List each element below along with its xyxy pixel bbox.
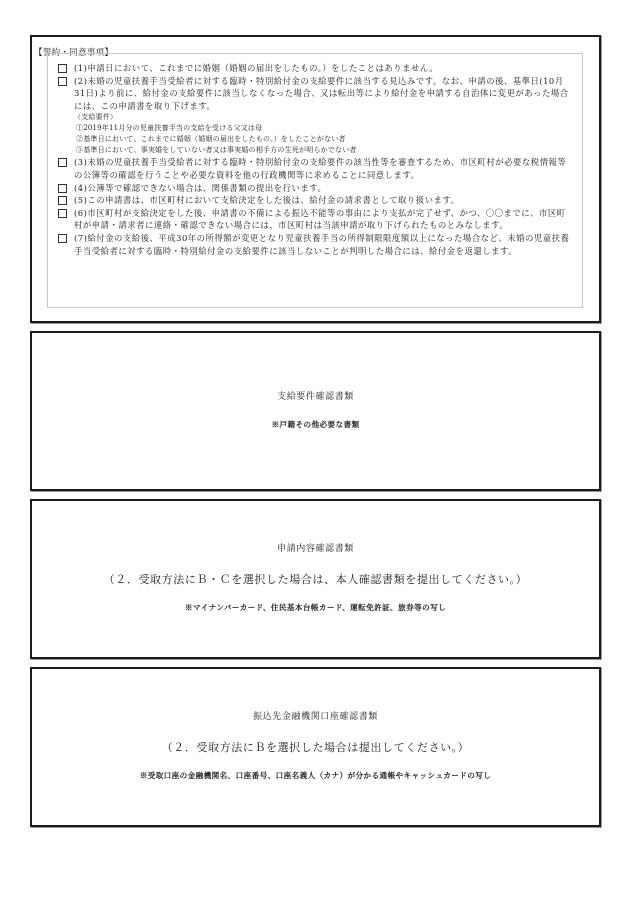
eligibility-docs-title: 支給要件確認書類	[277, 392, 354, 402]
pledge-item-7	[58, 232, 573, 257]
pledge-item-text: (2)未婚の児童扶養手当受給者に対する臨時・特別給付金の支給要件に該当する見込みです。なお、申請の後、基準日(10月31日)より前に、給付金の支給要件に該当しなくなった場合、又は転出等により給付金を申請する自治体に変更があった場合には、この申請書を取り下げます。	[74, 75, 569, 111]
eligibility-docs-section	[30, 331, 601, 491]
pledge-checkbox-7[interactable]	[58, 234, 67, 243]
pledge-item-text: (1)申請日において、これまでに婚姻（婚姻の届出をしたもの。）をしたことはありません。	[74, 63, 439, 73]
pledge-item-text: (5)この申請書は、市区町村において支給決定をした後は、給付金の請求書として取り扱います。	[74, 195, 460, 206]
pledge-item-text: (3)未婚の児童扶養手当受給者に対する臨時・特別給付金の支給要件の該当性等を審査するため、市区町村が必要な税情報等の公簿等の確認を行うことや必要な資料を他の行政機関等に求めることに同意します。	[74, 157, 567, 180]
application-docs-note: ※マイナンバーカード、住民基本台帳カード、運転免許証、旅券等の写し	[184, 603, 447, 612]
pledge-item-text: (7)給付金の支給後、平成30年の所得額が変更となり児童扶養手当の所得制限限度額以上になった場合など、未婚の児童扶養手当受給者に対する臨時・特別給付金の支給要件に該当しないことが判明した場合には、給付金を返還します。	[74, 232, 570, 256]
bank-docs-title: 振込先金融機関口座確認書類	[253, 712, 378, 722]
bank-docs-section	[30, 667, 601, 827]
application-docs-section	[30, 499, 601, 659]
requirement-item-1: ①2019年11月分の児童扶養手当の支給を受ける父又は母	[76, 124, 263, 133]
pledge-item-2	[58, 75, 573, 113]
pledge-checkbox-5[interactable]	[58, 196, 67, 205]
pledge-checkbox-3[interactable]	[58, 158, 67, 167]
pledge-item-text: (4)公簿等で確認できない場合は、関係書類の提出を行います。	[74, 182, 327, 193]
pledge-item-1	[58, 62, 573, 75]
pledge-item-text: (6)市区町村が支給決定をした後、申請書の不備による振込不能等の事由により支払が完了せず、かつ、〇〇までに、市区町村が申請・請求者に連絡・確認できない場合には、市区町村は当該申請が取り下げられたものとみなします。	[74, 207, 566, 231]
pledge-items-frame	[47, 53, 583, 308]
requirements-heading: （支給要件）	[74, 113, 118, 122]
pledge-checkbox-2[interactable]	[58, 77, 67, 86]
pledge-checkbox-6[interactable]	[58, 209, 67, 218]
pledge-section-title: 【誓約・同意事項】	[34, 48, 114, 58]
application-docs-instruction: （２．受取方法にＢ・Ｃを選択した場合は、本人確認書類を提出してください。）	[103, 573, 528, 586]
pledge-item-5	[58, 194, 573, 207]
pledge-checkbox-4[interactable]	[58, 184, 67, 193]
eligibility-docs-note: ※戸籍その他必要な書類	[271, 420, 360, 429]
application-docs-title: 申請内容確認書類	[277, 544, 354, 554]
pledge-consent-section	[30, 35, 601, 323]
pledge-item-6	[58, 207, 573, 232]
pledge-item-4	[58, 182, 573, 195]
bank-docs-instruction: （２．受取方法にＢを選択した場合は提出してください。）	[161, 741, 470, 754]
pledge-list	[58, 62, 573, 257]
pledge-item-3	[58, 156, 573, 181]
pledge-checkbox-1[interactable]	[58, 64, 67, 73]
bank-docs-note: ※受取口座の金融機関名、口座番号、口座名義人（カナ）が分かる通帳やキャッシュカードの写し	[139, 771, 492, 780]
requirement-item-3: ③基準日において、事実婚をしていない者又は事実婚の相手方の生死が明らかでない者	[76, 146, 357, 155]
requirement-item-2: ②基準日において、これまでに婚姻（婚姻の届出をしたもの。）をしたことがない者	[76, 135, 346, 144]
